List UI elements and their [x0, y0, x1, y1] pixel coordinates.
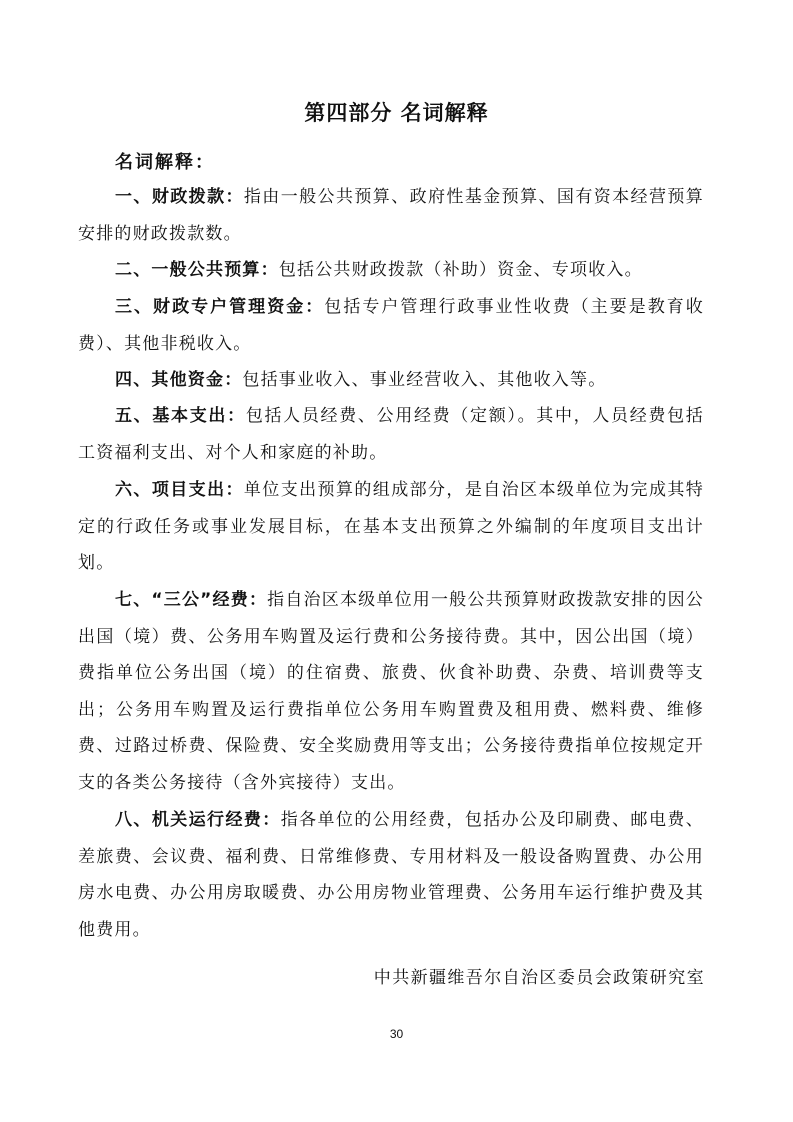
definition-paragraph — [78, 582, 704, 801]
definition-term: 六、项目支出： — [115, 480, 244, 500]
page-number: 30 — [389, 1027, 404, 1041]
definition-text: 包括公共财政拨款（补助）资金、专项收入。 — [278, 260, 643, 280]
organization-signature: 中共新疆维吾尔自治区委员会政策研究室 — [373, 968, 705, 988]
definition-paragraph — [78, 252, 704, 289]
definition-paragraph — [78, 289, 704, 362]
definition-term: 一、财政拨款： — [115, 187, 244, 207]
definition-term: 五、基本支出： — [115, 406, 246, 426]
definition-text: 包括事业收入、事业经营收入、其他收入等。 — [242, 370, 607, 390]
definition-paragraph — [78, 472, 704, 582]
definition-paragraph — [78, 802, 704, 948]
definition-text: 指由一般公共预算、政府性基金预算、国有资本经营预算安排的财政拨款数。 — [78, 187, 704, 244]
definition-text: 指自治区本级单位用一般公共预算财政拨款安排的因公出国（境）费、公务用车购置及运行费和公务接待费。其中，因公出国（境）费指单位公务出国（境）的住宿费、旅费、伙食补助费、杂费、培训费等支出；公务用车购置及运行费指单位公务用车购置费及租用费、燃料费、维修费、过路过桥费、保险费、安全奖励费用等支出；公务接待费指单位按规定开支的各类公务接待（含外宾接待）支出。 — [78, 590, 704, 793]
definition-text: 指各单位的公用经费，包括办公及印刷费、邮电费、差旅费、会议费、福利费、日常维修费、专用材料及一般设备购置费、办公用房水电费、办公用房取暖费、办公用房物业管理费、公务用车运行维护费及其他费用。 — [78, 810, 704, 940]
definition-paragraph — [78, 179, 704, 252]
definition-term: 二、一般公共预算： — [115, 260, 279, 280]
definition-text: 单位支出预算的组成部分，是自治区本级单位为完成其特定的行政任务或事业发展目标，在基本支出预算之外编制的年度项目支出计划。 — [78, 480, 704, 573]
definition-paragraph — [78, 398, 704, 471]
definition-term: 八、机关运行经费： — [115, 810, 281, 830]
definition-term: 三、财政专户管理资金： — [115, 297, 325, 317]
definition-text: 包括专户管理行政事业性收费（主要是教育收费）、其他非税收入。 — [78, 297, 705, 354]
definition-text: 包括人员经费、公用经费（定额）。其中，人员经费包括工资福利支出、对个人和家庭的补助。 — [78, 406, 704, 463]
page-title: 第四部分 名词解释 — [304, 101, 489, 125]
section-heading: 名词解释： — [115, 152, 215, 173]
definition-term: 四、其他资金： — [115, 370, 243, 390]
definition-term: 七、“三公”经费： — [115, 590, 268, 610]
definition-paragraph — [78, 362, 704, 399]
